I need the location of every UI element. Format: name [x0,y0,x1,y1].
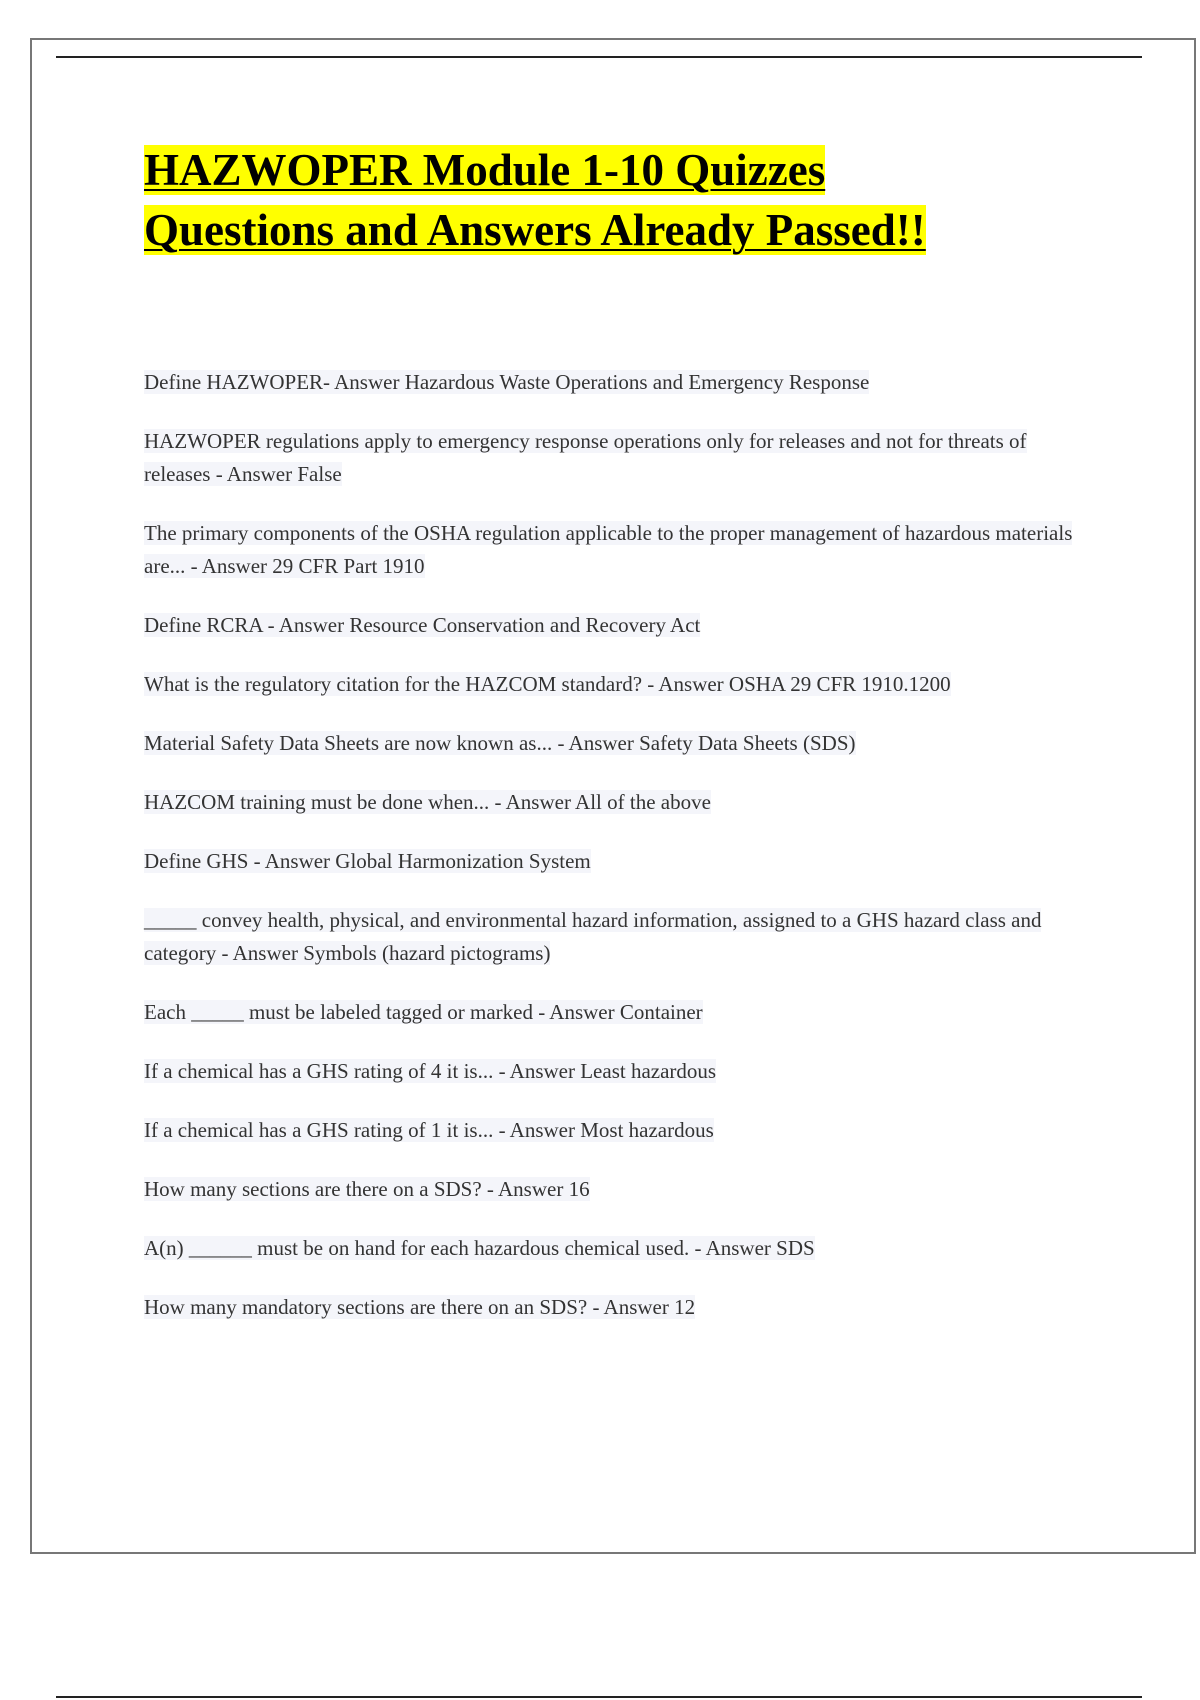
qa-text: _____ convey health, physical, and environmental hazard information, assigned to a GHS hazard class and category - Answer Symbols (hazard pictograms) [144,908,1042,965]
qa-item [144,727,1084,760]
qa-text: Material Safety Data Sheets are now known as... - Answer Safety Data Sheets (SDS) [144,731,856,755]
qa-item [144,1173,1084,1206]
qa-text: HAZCOM training must be done when... - Answer All of the above [144,790,711,814]
qa-item [144,1114,1084,1147]
qa-list [144,366,1084,1350]
qa-item [144,996,1084,1029]
qa-text: Define GHS - Answer Global Harmonization System [144,849,591,873]
qa-item [144,366,1084,399]
qa-item [144,425,1084,491]
qa-text: Define HAZWOPER- Answer Hazardous Waste Operations and Emergency Response [144,370,870,394]
document-title [144,140,1094,260]
qa-item [144,845,1084,878]
qa-item [144,904,1084,970]
qa-item [144,517,1084,583]
qa-text: What is the regulatory citation for the HAZCOM standard? - Answer OSHA 29 CFR 1910.1200 [144,672,951,696]
qa-item [144,786,1084,819]
qa-text: HAZWOPER regulations apply to emergency response operations only for releases and not for threats of releases - Answer False [144,429,1027,486]
title-line-2: Questions and Answers Already Passed!! [144,205,926,255]
bottom-rule [56,1696,1142,1698]
qa-text: If a chemical has a GHS rating of 4 it is... - Answer Least hazardous [144,1059,717,1083]
qa-text: Each _____ must be labeled tagged or marked - Answer Container [144,1000,703,1024]
qa-text: How many sections are there on a SDS? - Answer 16 [144,1177,590,1201]
title-line-1: HAZWOPER Module 1-10 Quizzes [144,145,826,195]
qa-text: Define RCRA - Answer Resource Conservation and Recovery Act [144,613,701,637]
qa-item [144,1291,1084,1324]
qa-item [144,1055,1084,1088]
qa-item [144,609,1084,642]
qa-text: The primary components of the OSHA regulation applicable to the proper management of hazardous materials are... - Answer 29 CFR Part 1910 [144,521,1073,578]
qa-text: A(n) ______ must be on hand for each hazardous chemical used. - Answer SDS [144,1236,815,1260]
qa-item [144,668,1084,701]
qa-item [144,1232,1084,1265]
qa-text: If a chemical has a GHS rating of 1 it is... - Answer Most hazardous [144,1118,714,1142]
qa-text: How many mandatory sections are there on an SDS? - Answer 12 [144,1295,696,1319]
top-rule [56,56,1142,58]
